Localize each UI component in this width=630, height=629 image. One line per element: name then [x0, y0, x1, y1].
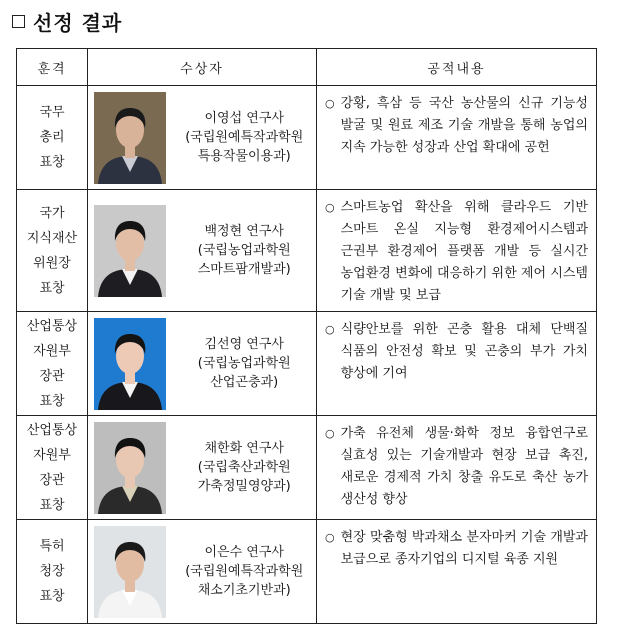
- winner-department: 가축정밀영양과): [197, 479, 291, 494]
- section-title: [12, 6, 122, 36]
- winner-name: 이은수 연구사: [204, 545, 284, 560]
- award-line: 장관: [39, 368, 65, 384]
- winner-organization: (국립원예특작과학원: [185, 130, 304, 145]
- winner-organization: (국립축산과학원: [197, 460, 291, 475]
- table-row: [17, 520, 597, 624]
- winner-organization: (국립농업과학원: [197, 243, 291, 258]
- award-line: 표창: [39, 155, 65, 170]
- circle-bullet-icon: ○: [325, 97, 335, 110]
- table-row: [17, 416, 597, 520]
- header-winner: 수상자: [88, 49, 317, 86]
- award-line: 산업통상: [26, 422, 78, 438]
- circle-bullet-icon: ○: [325, 201, 335, 214]
- winner-name: 채한화 연구사: [204, 441, 284, 456]
- photo-cell: [88, 86, 173, 190]
- achievement-text: 현장 맞춤형 박과채소 분자마커 기술 개발과 보급으로 종자기업의 디지털 육종 지원: [340, 530, 588, 567]
- winner-department: 특용작물이용과): [197, 149, 291, 164]
- table-body: [17, 86, 597, 624]
- winner-cell: [173, 312, 317, 416]
- award-line: 표창: [39, 589, 65, 604]
- header-content: 공적내용: [317, 49, 597, 86]
- award-line: 국무: [39, 105, 65, 120]
- circle-bullet-icon: ○: [325, 531, 335, 544]
- awards-table: [16, 48, 597, 624]
- portrait-image: [94, 526, 166, 618]
- award-line: 지식재산: [26, 230, 78, 246]
- winner-name: 백정현 연구사: [204, 224, 284, 239]
- photo-cell: [88, 416, 173, 520]
- award-cell: [17, 312, 88, 416]
- achievement-cell: [317, 190, 597, 312]
- photo-cell: [88, 520, 173, 624]
- portrait-image: [94, 92, 166, 184]
- achievement-text: 식량안보를 위한 곤충 활용 대체 단백질 식품의 안전성 확보 및 곤충의 부가 가치 향상에 기여: [340, 322, 588, 381]
- photo-cell: [88, 190, 173, 312]
- table-row: [17, 312, 597, 416]
- portrait-photo: [94, 318, 166, 410]
- award-line: 국가: [39, 205, 65, 221]
- achievement-text: 강황, 흑삼 등 국산 농산물의 신규 기능성 발굴 및 원료 제조 기술 개발을 통해 농업의 지속 가능한 성장과 산업 확대에 공헌: [340, 96, 588, 155]
- award-line: 청장: [39, 564, 65, 579]
- circle-bullet-icon: ○: [325, 427, 335, 440]
- portrait-image: [94, 318, 166, 410]
- award-line: 산업통상: [26, 318, 78, 334]
- achievement-text: 스마트농업 확산을 위해 클라우드 기반 스마트 온실 지능형 환경제어시스템과 근권부 환경제어 플랫폼 개발 등 실시간 농업환경 변화에 대응하기 위한 제어 시스템 기술 개발 및 보급: [340, 200, 588, 303]
- winner-cell: [173, 86, 317, 190]
- photo-cell: [88, 312, 173, 416]
- circle-bullet-icon: ○: [325, 323, 335, 336]
- winner-department: 산업곤충과): [210, 375, 279, 390]
- award-line: 장관: [39, 472, 65, 488]
- winner-cell: [173, 416, 317, 520]
- award-line: 자원부: [33, 447, 71, 463]
- award-line: 위원장: [33, 255, 71, 271]
- award-line: 표창: [39, 497, 65, 513]
- award-line: 표창: [39, 393, 65, 409]
- winner-organization: (국립원예특작과학원: [185, 564, 304, 579]
- checkbox-square-icon: [12, 15, 25, 28]
- winner-name: 김선영 연구사: [204, 337, 284, 352]
- achievement-cell: [317, 520, 597, 624]
- winner-name: 이영섭 연구사: [204, 111, 284, 126]
- award-line: 특허: [39, 539, 65, 554]
- award-cell: [17, 190, 88, 312]
- award-line: 표창: [39, 280, 65, 296]
- winner-organization: (국립농업과학원: [197, 356, 291, 371]
- achievement-text: 가축 유전체 생물·화학 정보 융합연구로 실효성 있는 기술개발과 현장 보급 촉진, 새로운 경제적 가치 창출 유도로 축산 농가 생산성 향상: [340, 426, 588, 507]
- portrait-photo: [94, 526, 166, 618]
- portrait-image: [94, 205, 166, 297]
- award-cell: [17, 416, 88, 520]
- portrait-photo: [94, 92, 166, 184]
- achievement-item: [325, 319, 588, 385]
- table-row: [17, 190, 597, 312]
- award-cell: [17, 86, 88, 190]
- achievement-cell: [317, 312, 597, 416]
- award-line: 자원부: [33, 343, 71, 359]
- portrait-image: [94, 422, 166, 514]
- header-award: 훈격: [17, 49, 88, 86]
- award-line: 총리: [39, 130, 65, 145]
- winner-cell: [173, 520, 317, 624]
- achievement-item: [325, 93, 588, 159]
- table-row: [17, 86, 597, 190]
- winner-cell: [173, 190, 317, 312]
- award-cell: [17, 520, 88, 624]
- section-title-text: 선정 결과: [33, 10, 123, 35]
- achievement-cell: [317, 416, 597, 520]
- portrait-photo: [94, 422, 166, 514]
- achievement-cell: [317, 86, 597, 190]
- winner-department: 채소기초기반과): [197, 583, 291, 598]
- achievement-item: [325, 197, 588, 307]
- achievement-item: [325, 423, 588, 511]
- portrait-photo: [94, 205, 166, 297]
- achievement-item: [325, 527, 588, 571]
- table-header-row: [17, 49, 597, 86]
- winner-department: 스마트팜개발과): [197, 262, 291, 277]
